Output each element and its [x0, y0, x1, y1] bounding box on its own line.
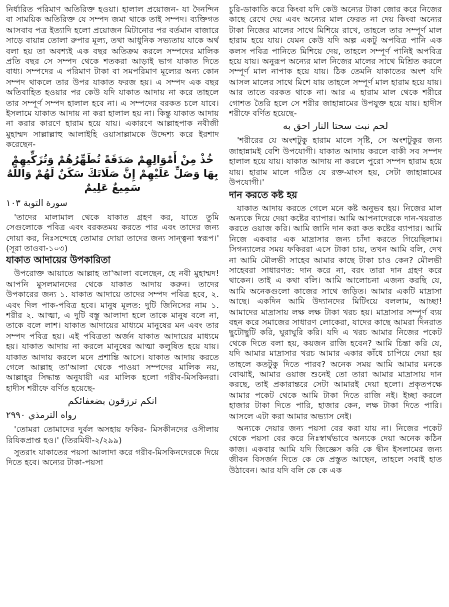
paragraph: 'শরীরের যে অংশটুকু হারাম মালে সৃষ্টি, সে অংশটুকুর জন্য জাহান্নামই বেশি উপযোগী। যাকাত আদায় করলে বাকী সব সম্পদ হালাল হয়ে যায়। যাকাত আদায় না করলে পুরো সম্পদ হারাম হয়ে যায়। হারাম মালে গঠিত যে রক্ত-মাংস হয়, সেটা জাহান্নামের উপযোগী।' [229, 135, 442, 188]
hadith-text: انكم ترزقون بضعفائكم [67, 396, 158, 408]
paragraph: 'তাদের মালামাল থেকে যাকাত গ্রহণ কর, যাতে তুমি সেগুলোকে পবিত্র এবং বরকতময় করতে পার এবং তাদের জন্য দোয়া কর, নিঃসন্দেহে তোমার দোয়া তাদের জন্য সান্ত্বনা স্বরূপ।' (সূরা তাওবা-১০৩) [6, 211, 219, 253]
hadith-text: لحم نبت سحتا النار احق به [282, 121, 389, 133]
section-heading: যাকাত আদায়ের উপকারিতা [6, 255, 111, 267]
hadith-reference: رواه الترمذي ٢٩٩٠ [6, 411, 77, 422]
quran-verse: خُذْ مِنْ أَمْوَالِهِمْ صَدَقَةً تُطَهِّرُهُمْ وَتُزَكِّيهِمْ بِهَا وَصَلِّ عَلَيْهِمْ إِنَّ صَلَاتَكَ سَكَنٌ لَهُمْ وَاللَّهُ سَمِيعٌ عَلِيمٌ [6, 153, 219, 194]
section-heading: দান করতে কষ্ট হয় [229, 189, 298, 201]
right-column [229, 4, 442, 603]
left-column [6, 4, 219, 603]
paragraph: 'তোমরা তোমাদের দুর্বল অসহায় ফকির- মিসকীনদের ওসীলায় রিযিকপ্রাপ্ত হও।' (তিরমিযী-২/২৯৯) [6, 424, 219, 445]
verse-reference: سورة التوبة ١٠٣ [6, 198, 68, 209]
paragraph: উপরোক্ত আয়াতে আল্লাহ তা'আলা বলেছেন, হে নবী মুহাম্মদ! আপনি মুসলমানদের থেকে যাকাত আদায় করুন। তাদের উপকারের জন্য ১. যাকাত আদায়ে তাদের সম্পদ পবিত্র হবে, ২. এবং দিল পাক-পবিত্র হবে। মানুষ মূলত: দুটি জিনিসের নাম ১. শরীর ২. আত্মা, এ দুটি বস্তু আলাদা হলে তাকে মানুষ বলে না, তাকে বলে লাশ। যাকাত আদায়ের মাধ্যমে মানুষের মন এবং তার সম্পদ পবিত্র হয়। এই পবিত্রতা অর্জন যাকাত আদায়ের মাধ্যমে হয়। যাকাত আদায় না করলে মানুষের আত্মা কলুষিত হয়ে যায়। যাকাত আদায় করলে মনে প্রশান্তি আসে। যাকাত আদায় করতে গেলে আল্লাহ তা'আলা থেকে পাওয়া সম্পদের মালিক নয়, আল্লাহ্‌র সিদ্ধান্ত অনুযায়ী এর মালিক হলো গরীব-মিসকিনরা। হাদীস শরীফে বর্ণিত হয়েছে- [6, 268, 219, 393]
paragraph: সুতরাং যাকাতের পয়সা আলাদা করে গরীব-মিসকিনদেরকে দিয়ে দিতে হবে। অন্যের টাকা-পয়সা [6, 447, 219, 468]
paragraph: অন্যকে দেয়ার জন্য পয়সা বের করা যায় না। নিজের পকেট থেকে পয়সা বের করে নিঃস্বার্থভাবে অন্যকে দেয়া অনেক কঠিন কাজ। একবার আমি যদি জিজ্ঞেস করি কে দ্বীন ইসলামের জন্য জীবন বিসর্জন দিতে কে কে প্রস্তুত আছেন, তাহলে সবাই হাত উঠাবেন। আর যদি বলি কে কে এক [229, 423, 442, 475]
paragraph: চুরি-ডাকাতি করে কিংবা যদি কেউ অন্যের টাকা জোর করে নিজের কাছে রেখে দেয় এবং অন্যের মাল ফেরত না দেয় কিংবা অন্যের টাকা নিজের মালের সাথে মিশিয়ে রাখে, তাহলে তার সম্পূর্ণ মাল হারাম হয়ে যায়। যেমন কেউ যদি অল্প একটু অপবিত্র পানি এক কলস পবিত্র পানিতে মিশিয়ে দেয়, তাহলে সম্পূর্ণ পানিই অপবিত্র হয়ে যায়। অনুরূপ অন্যের মাল নিজের মালের সাথে মিশ্রিত করলে সম্পূর্ণ মাল নাপাক হয়ে যায়। ঠিক তেমনি যাকাতের অংশ যদি আসল মালের সাথে মিশে যায় তাহলে সম্পূর্ণ মাল হারাম হয়ে যায়। আর তাতে বরকত থাকে না। আর এ হারাম মাল থেকে শরীরে গোশত তৈরি হলে সে শরীর জাহান্নামের উপযুক্ত হয়ে যায়। হাদীস শরীফে বর্ণিত হয়েছে- [229, 4, 442, 119]
paragraph: নির্ধারিত পরিমাণ অতিরিক্ত হওয়া। হালাল প্রয়োজন- যা দৈনন্দিন বা সাময়িক অতিরিক্ত যে সম্পদ জমা থাকে তাই সম্পদ। ব্যক্তিগত আসবাব পত্র ইত্যাদি হলো প্রয়োজন মিটানোর পর বর্তমান বাজারে সাড়ে বায়ান্ন তোলা রুপার মূল্য, তথা আধুনিক সভ্যতায় যাকে অর্থ বলা হয় তা অবশ্যই এক বছর অতিক্রম করলে সম্পদের মালিক প্রতি বছর সে সম্পদ থেকে শতকরা আড়াই ভাগ যাকাত দিতে বাধ্য। সম্পদের এ পরিমাণ টাকা বা সমপরিমাণ মূল্যের অন্য কোন সম্পদ থাকলে তার উপর যাকাত ফরজ হয়। এ সম্পদ এক বছর অতিবাহিত হওয়ার পর কেউ যদি যাকাত আদায় না করে তাহলে তার সম্পূর্ণ সম্পদ হালাল হবে না। এ সম্পদের বরকত চলে যাবে। ইসলামে যাকাত আদায় না করা হালাল হয় না। কিন্তু যাকাত আদায় না করার কারণে হারাম হয়ে যায়। একারণে আল্লাহপাক নবীজী মুহাম্মদ সাল্লাল্লাহু আলাইহি ওয়াসাল্লামকে উদ্দেশ্য করে ইরশাদ করেছেন- [6, 4, 219, 150]
paragraph: যাকাত আদায় করতে গেলে মনে কষ্ট অনুভব হয়। নিজের মাল অন্যকে দিয়ে দেয়া কষ্টের ব্যাপার। আমি আপনাদেরকে দান-খয়রাত করতে ওয়াজ করি। আমি জানি দান করা কত কষ্টের ব্যাপার। আমি নিজে একবার এক মাদ্রাসার জন্য চাঁদা করতে গিয়েছিলাম। সিগন্যালের সময় ফকিররা এসে টাকা চায়, তখন আমি বলি, দেখ না আমি মৌলভী সাহেব আমার কাছে টাকা চাও কেন? মৌলভী সাহেবরা সাধারণত: দান করে না, বরং তারা দান গ্রহণ করে থাকেন। তাই এ কথা বলি। আমি আলোচনা এজন্য করছি যে, আমি অনেকগুলো কাজের সাথে জড়িত। আমার একটি মাদ্রাসা আছে। একদিন আমি উদ্যানদের মিটিংয়ে বললাম, আচ্ছা! আমাদের মাদ্রাসায় লক্ষ লক্ষ টাকা খরচ হয়। মাদ্রাসার সম্পূর্ণ ব্যয় বহন করে সমাজের সাধারণ লোকেরা, যাদের কাছে আমরা দিনরাত ছুটোছুটি করি, ঘুরাঘুরি করি। যদি এ খরচ আমার নিজের পকেট থেকে দিতে বলা হয়, কয়জন রাজি হবেন? আমি চিন্তা করি যে, যদি আমার মাদ্রাসার খরচ আমার একার কাঁধে চাপিয়ে দেয়া হয় তাহলে কতটুকু দিতে পারব? অনেক সময় আমি আমার মনকে বোঝাই, আমার ওয়াজ শুনেই তো তারা আমার মাদ্রাসায় দান করছে, তাই প্রকারান্তরে সেটা আমারই দেয়া হলো। প্রকৃতপক্ষে আমার পকেট থেকে আমি টাকা দিতে রাজি নই। ইচ্ছা করলে হাজার টাকা দিতে পারি, হাজার কেন, লক্ষ টাকা দিতে পারি। আসলে এটা করা আমার অভ্যাস নেই। [229, 202, 442, 421]
